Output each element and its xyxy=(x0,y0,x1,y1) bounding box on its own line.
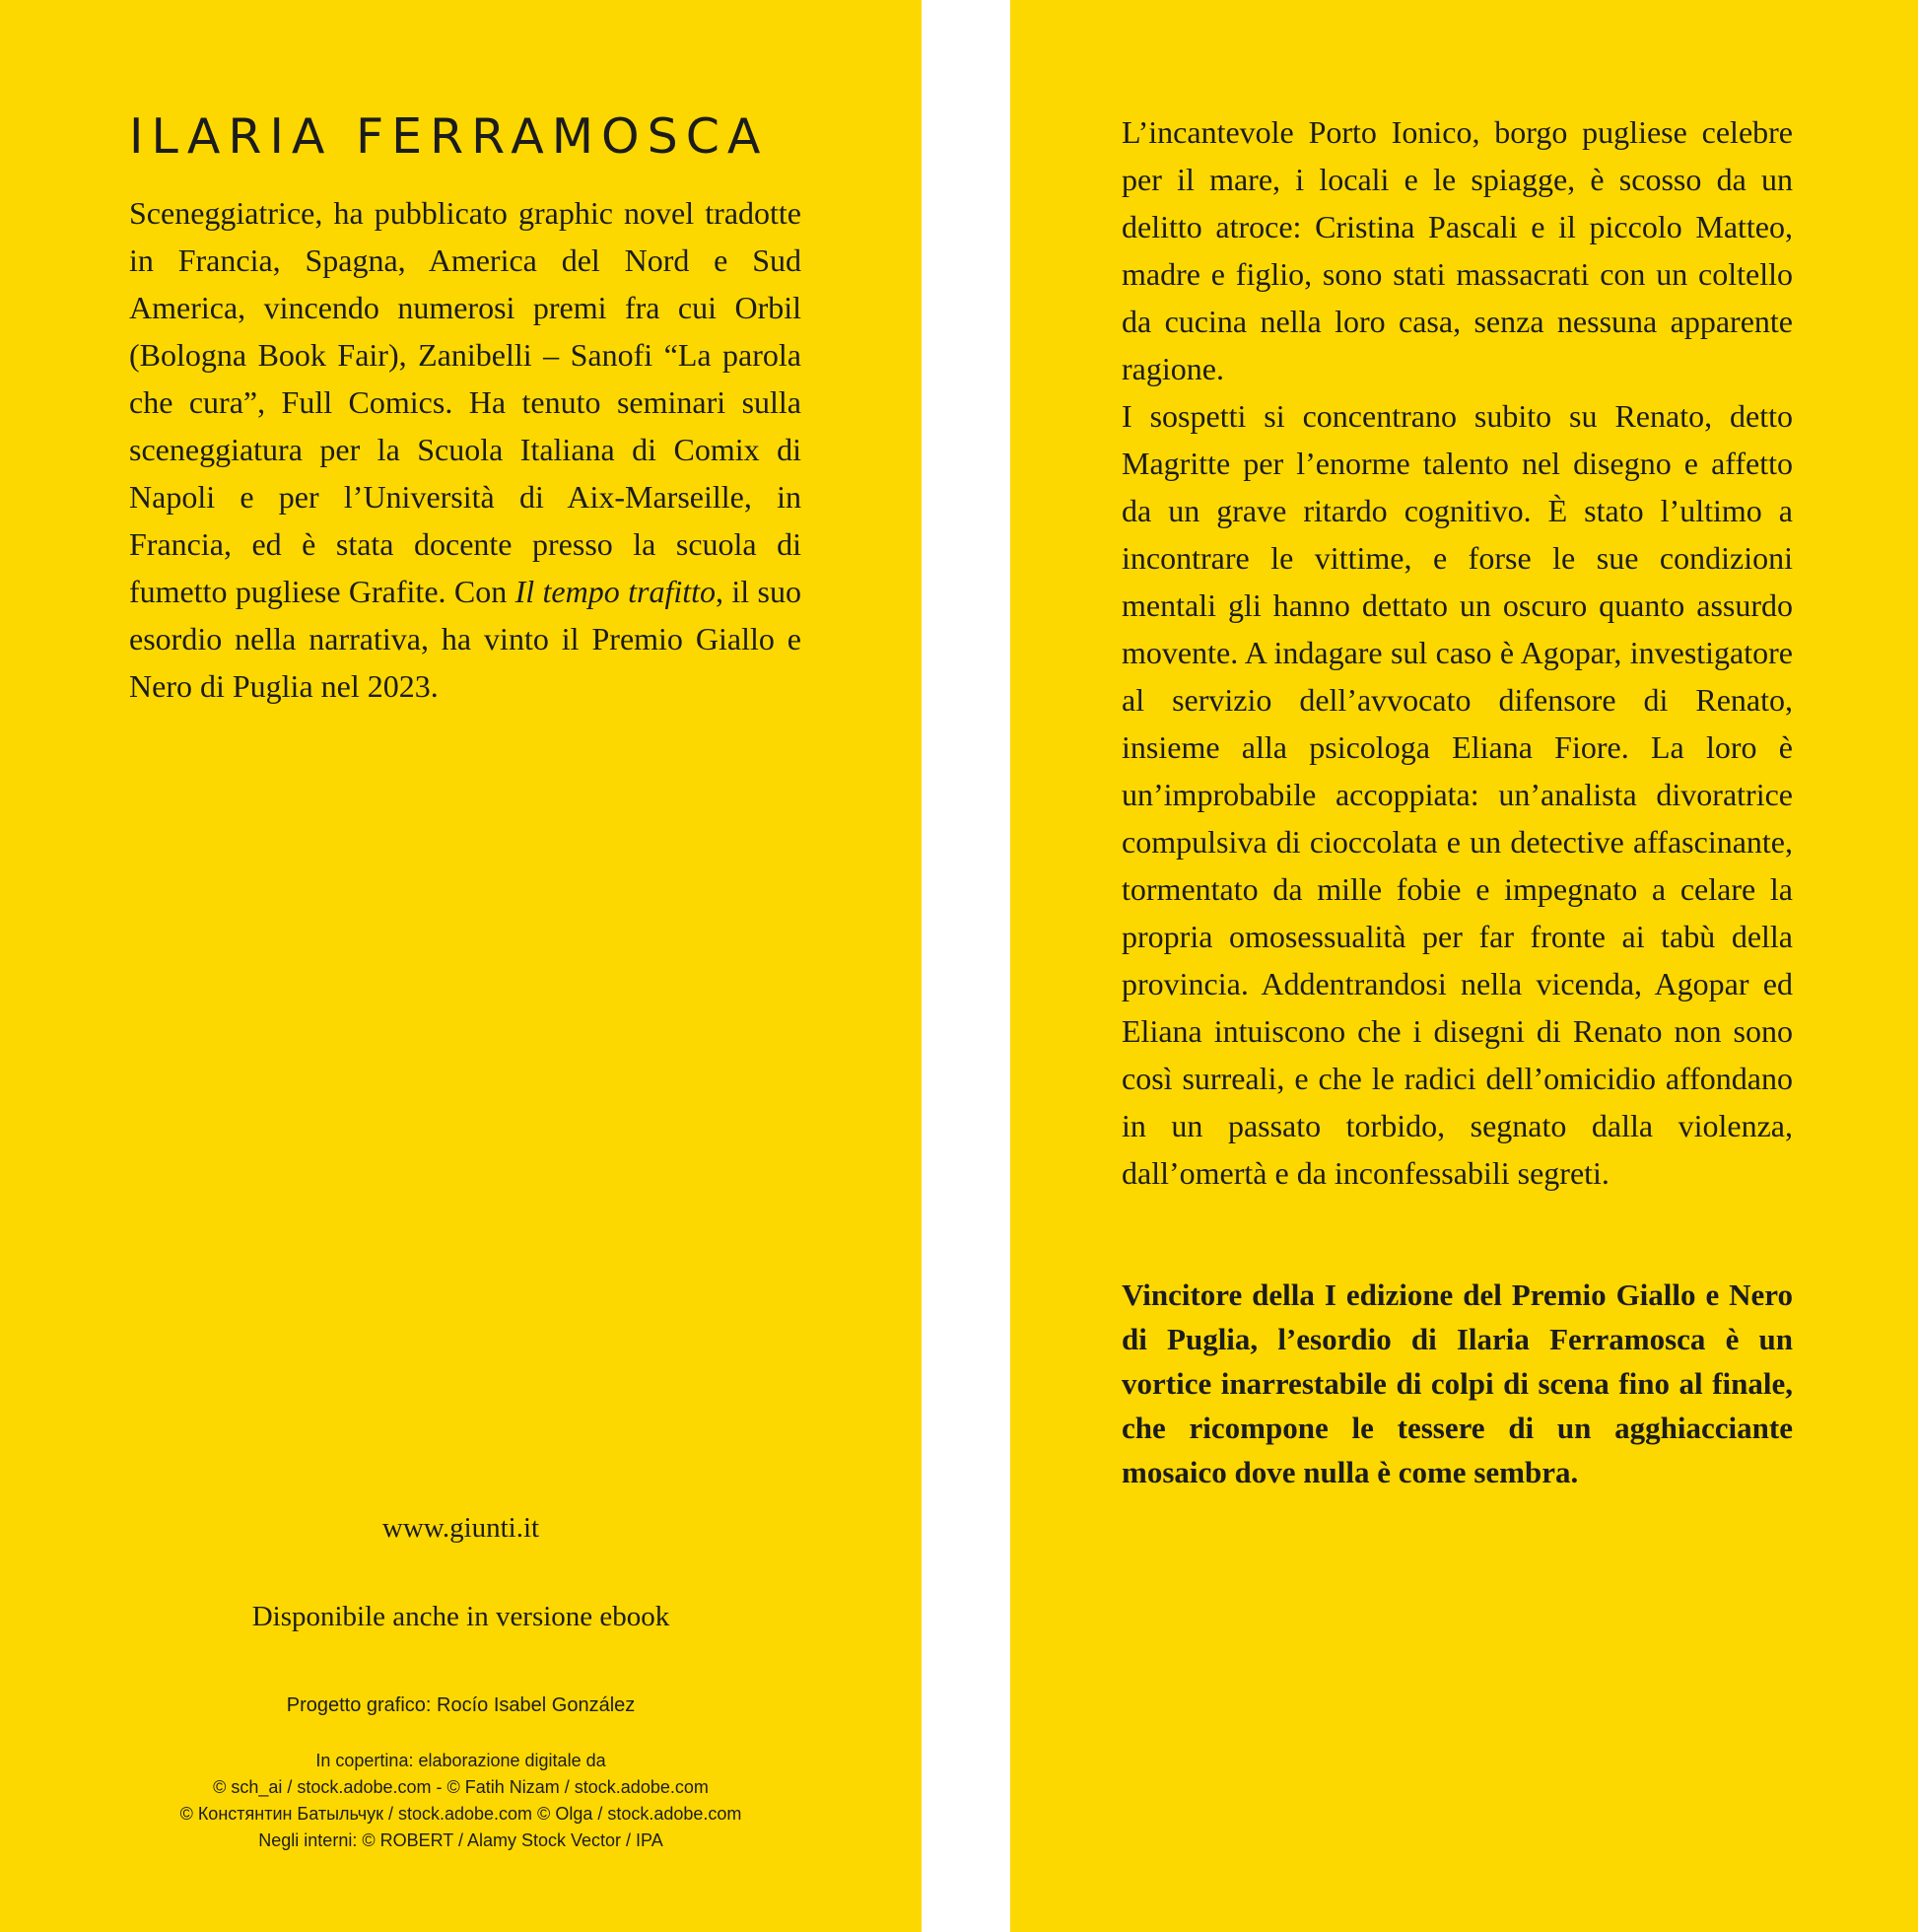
bio-text-part1: Sceneggiatrice, ha pubblicato graphic novel tradotte in Francia, Spagna, America del Nord e Sud America, vincendo numerosi premi fra cui Orbil (Bologna Book Fair), Zanibelli – Sanofi “La parola che cura”, Full Comics. Ha tenuto seminari sulla sceneggiatura per la Scuola Italiana di Comix di Napoli e per l’Università di Aix-Marseille, in Francia, ed è stata docente presso la scuola di fumetto pugliese Grafite. Con xyxy=(129,195,801,609)
publisher-website: www.giunti.it xyxy=(381,1512,540,1544)
cover-credit-line: © Констянтин Батыльчук / stock.adobe.com © Olga / stock.adobe.com xyxy=(179,1804,742,1824)
back-flap xyxy=(0,0,922,1932)
synopsis-paragraph: L’incantevole Porto Ionico, borgo pugliese celebre per il mare, i locali e le spiagge, è scosso da un delitto atroce: Cristina Pascali e il piccolo Matteo, madre e figlio, sono stati massacrati con un coltello da cucina nella loro casa, senza nessuna apparente ragione. xyxy=(1122,114,1793,386)
author-bio xyxy=(129,189,801,710)
graphic-design-credit: Progetto grafico: Rocío Isabel González xyxy=(286,1694,636,1716)
book-synopsis xyxy=(1122,108,1793,1197)
cover-credit-line: In copertina: elaborazione digitale da xyxy=(315,1751,606,1770)
award-blurb: Vincitore della I edizione del Premio Giallo e Nero di Puglia, l’esordio di Ilaria Ferramosca è un vortice inarrestabile di colpi di scena fino al finale, che ricompone le tessere di un agghiacciante mosaico dove nulla è come sembra. xyxy=(1122,1277,1793,1489)
cover-image-credits xyxy=(0,1748,922,1854)
ebook-availability-note: Disponibile anche in versione ebook xyxy=(251,1601,670,1632)
author-name: ILARIA FERRAMOSCA xyxy=(129,108,769,165)
bio-book-title: Il tempo trafitto xyxy=(514,574,717,609)
front-flap xyxy=(1010,0,1918,1932)
cover-credit-line: © sch_ai / stock.adobe.com - © Fatih Nizam / stock.adobe.com xyxy=(213,1777,709,1797)
cover-credit-line: Negli interni: © ROBERT / Alamy Stock Vector / IPA xyxy=(258,1830,663,1850)
synopsis-paragraph: I sospetti si concentrano subito su Renato, detto Magritte per l’enorme talento nel disegno e affetto da un grave ritardo cognitivo. È stato l’ultimo a incontrare le vittime, e forse le sue condizioni mentali gli hanno dettato un oscuro quanto assurdo movente. A indagare sul caso è Agopar, investigatore al servizio dell’avvocato difensore di Renato, insieme alla psicologa Eliana Fiore. La loro è un’improbabile accoppiata: un’analista divoratrice compulsiva di cioccolata e un detective affascinante, tormentato da mille fobie e impegnato a celare la propria omosessualità per far fronte ai tabù della provincia. Addentrandosi nella vicenda, Agopar ed Eliana intuiscono che i disegni di Renato non sono così surreali, e che le radici dell’omicidio affondano in un passato torbido, segnato dalla violenza, dall’omertà e da inconfessabili segreti. xyxy=(1122,398,1793,1191)
bio-text-part2: , il suo esordio nella narrativa, ha vinto il Premio Giallo e Nero di Puglia nel 2023. xyxy=(129,574,802,704)
